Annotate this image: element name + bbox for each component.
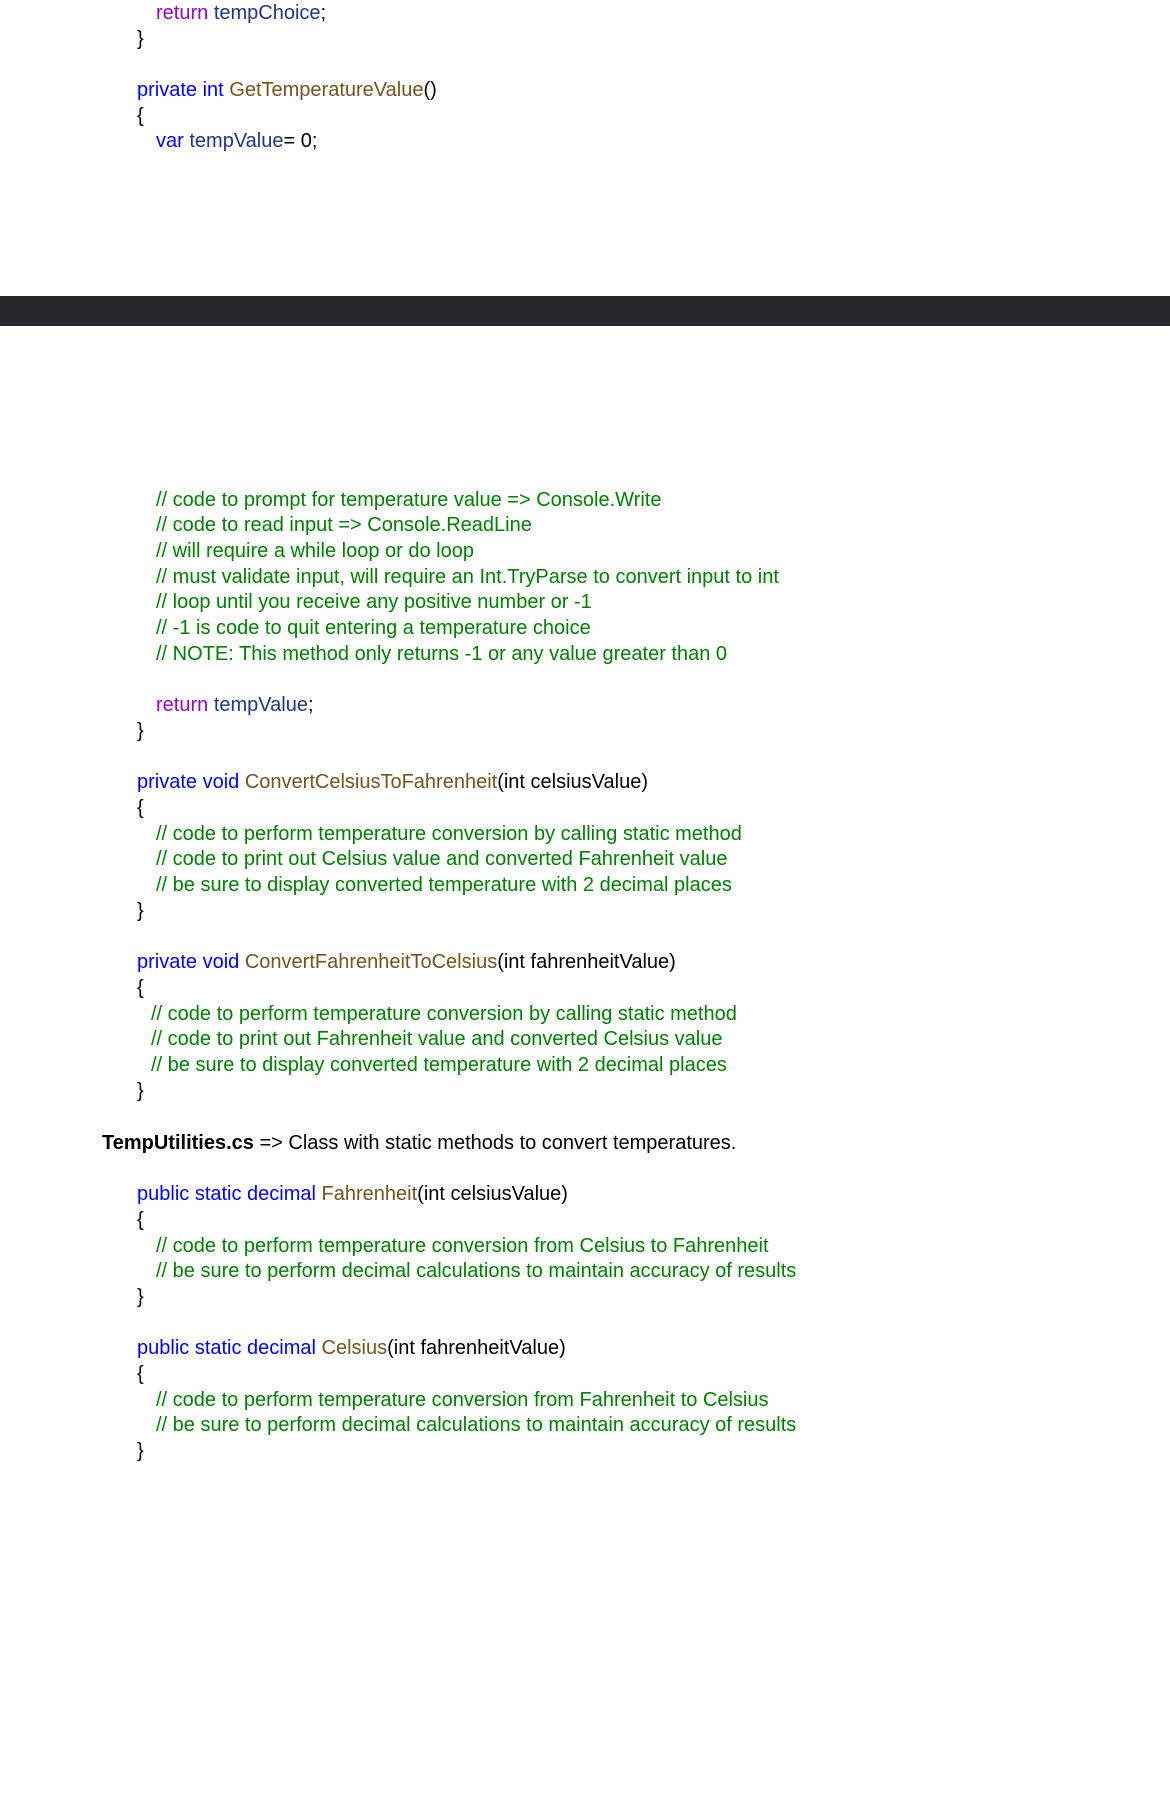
semicolon: ;	[320, 2, 327, 24]
comment-line: // must validate input, will require an Int.TryParse to convert input to int	[156, 566, 779, 588]
comment-line: // code to read input => Console.ReadLine	[156, 514, 532, 536]
open-brace: {	[137, 1209, 144, 1231]
comment-line: // code to perform temperature conversion by calling static method	[151, 1003, 737, 1025]
open-brace: {	[137, 977, 144, 999]
method-params: (int fahrenheitValue)	[387, 1337, 566, 1359]
comment-line: // be sure to display converted temperature with 2 decimal places	[151, 1054, 727, 1076]
return-keyword: return	[156, 2, 209, 24]
method-params: (int fahrenheitValue)	[497, 951, 676, 973]
close-brace: }	[137, 1286, 144, 1308]
comment-line: // be sure to perform decimal calculations to maintain accuracy of results	[156, 1260, 797, 1282]
comment-line: // code to perform temperature conversion by calling static method	[156, 823, 742, 845]
temp-utilities-filename: TempUtilities.cs	[102, 1132, 254, 1154]
method-name: ConvertCelsiusToFahrenheit	[244, 771, 498, 793]
comment-line: // NOTE: This method only returns -1 or any value greater than 0	[156, 643, 728, 665]
method-params: (int celsiusValue)	[417, 1183, 568, 1205]
comment-line: // be sure to perform decimal calculations to maintain accuracy of results	[156, 1414, 797, 1436]
method-params: (int celsiusValue)	[497, 771, 648, 793]
var-keyword: var	[156, 130, 184, 152]
comment-line: // code to print out Fahrenheit value and converted Celsius value	[151, 1028, 723, 1050]
method-modifiers: public static decimal	[137, 1183, 316, 1205]
fahrenheit-method-signature	[137, 1182, 568, 1206]
return-temp-value-line	[156, 693, 314, 717]
close-brace: }	[137, 28, 144, 50]
comment-line: // be sure to display converted temperature with 2 decimal places	[156, 874, 732, 896]
close-brace: }	[137, 720, 144, 742]
method-modifiers: private int	[137, 79, 224, 101]
comment-line: // code to perform temperature conversion from Celsius to Fahrenheit	[156, 1235, 769, 1257]
var-init: = 0;	[283, 130, 318, 152]
comment-line: // code to perform temperature conversion from Fahrenheit to Celsius	[156, 1389, 769, 1411]
close-brace: }	[137, 1440, 144, 1462]
close-brace: }	[137, 900, 144, 922]
method-name: ConvertFahrenheitToCelsius	[244, 951, 498, 973]
method-name: Fahrenheit	[321, 1183, 418, 1205]
convert-celsius-to-fahrenheit-signature	[137, 770, 648, 794]
page-divider-bar	[0, 296, 1170, 326]
open-brace: {	[137, 105, 144, 127]
comment-line: // code to print out Celsius value and converted Fahrenheit value	[156, 848, 728, 870]
method-name: Celsius	[321, 1337, 388, 1359]
close-brace: }	[137, 1080, 144, 1102]
comment-line: // loop until you receive any positive number or -1	[156, 591, 592, 613]
semicolon: ;	[307, 694, 314, 716]
open-brace: {	[137, 1363, 144, 1385]
comment-line: // code to prompt for temperature value => Console.Write	[156, 489, 662, 511]
return-expression: tempValue	[213, 694, 308, 716]
comment-line: // -1 is code to quit entering a temperature choice	[156, 617, 591, 639]
get-temperature-value-signature	[137, 78, 437, 102]
return-temp-choice-line	[156, 1, 326, 25]
method-name: GetTemperatureValue	[229, 79, 424, 101]
method-modifiers: private void	[137, 771, 240, 793]
celsius-method-signature	[137, 1336, 566, 1360]
return-expression: tempChoice	[213, 2, 321, 24]
method-modifiers: private void	[137, 951, 240, 973]
var-name: tempValue	[189, 130, 284, 152]
open-brace: {	[137, 797, 144, 819]
method-params: ()	[423, 79, 437, 101]
temp-utilities-description: => Class with static methods to convert temperatures.	[253, 1132, 737, 1154]
convert-fahrenheit-to-celsius-signature	[137, 950, 676, 974]
return-keyword: return	[156, 694, 209, 716]
var-temp-value-line	[156, 129, 317, 153]
comment-line: // will require a while loop or do loop	[156, 540, 474, 562]
temp-utilities-heading	[102, 1131, 736, 1155]
method-modifiers: public static decimal	[137, 1337, 316, 1359]
